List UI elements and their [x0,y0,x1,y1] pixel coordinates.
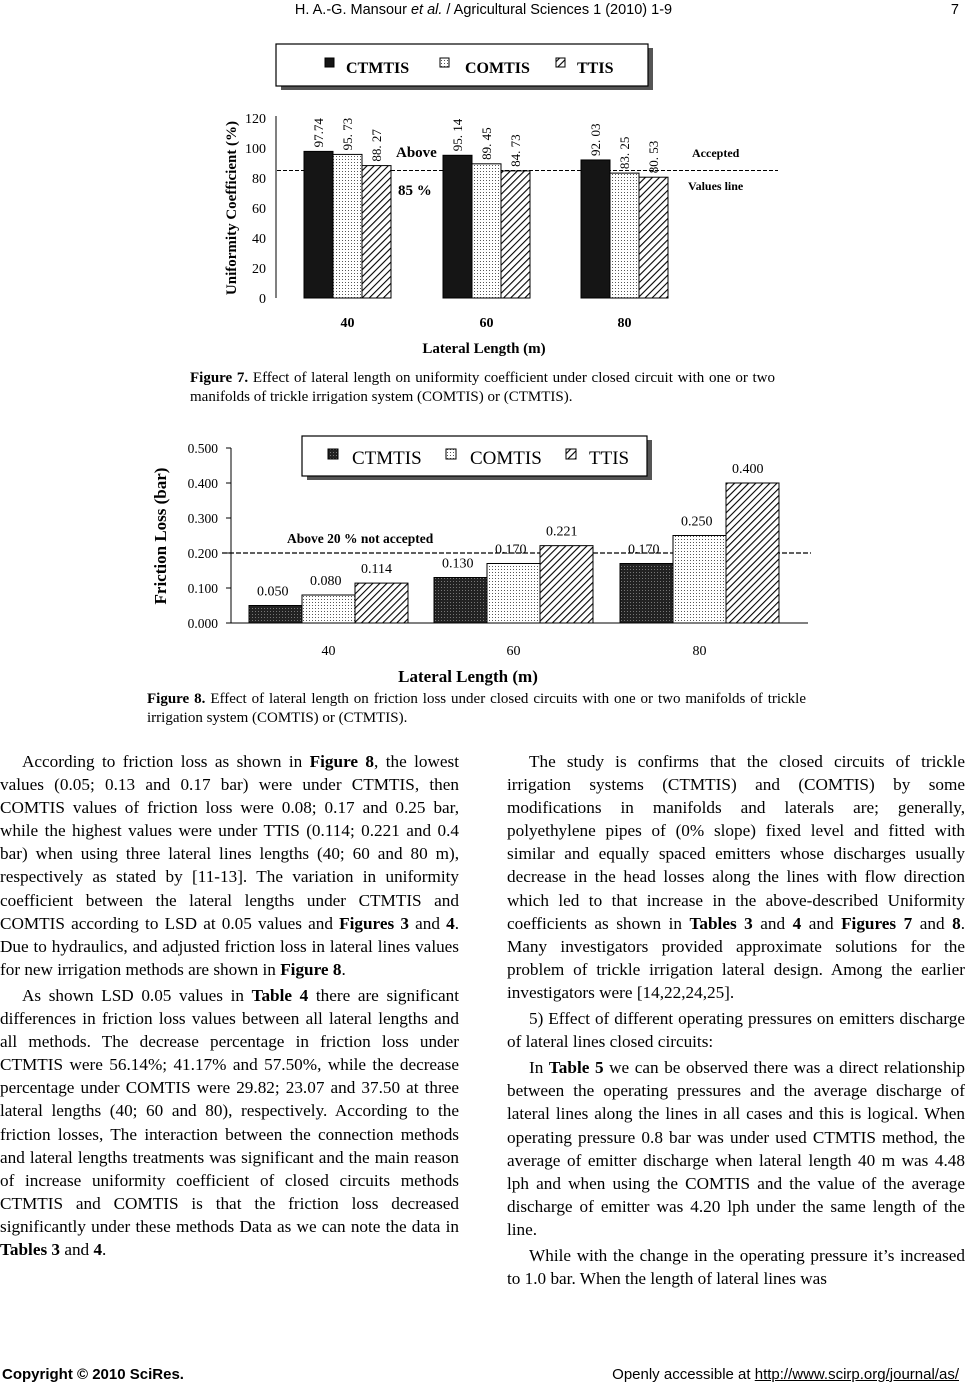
x-tick-label: 80 [617,316,632,331]
y-axis-label: Friction Loss (bar) [151,467,170,605]
bar-ctmtis-80 [581,160,610,298]
figure-7-chart [0,30,967,395]
bar-comtis-60 [472,164,501,298]
y-tick-label: 0.100 [187,581,218,596]
page-header [0,2,967,22]
legend-label-ttis: TTIS [589,448,630,469]
bar-ttis-80 [639,177,668,298]
data-label: 0.170 [628,542,660,558]
data-label: 83. 25 [617,136,632,170]
paragraph: While with the change in the operating pressure it’s increased to 1.0 bar. When the length of lateral lines was [507,1245,965,1289]
data-label: 0.170 [495,542,527,558]
y-tick-label: 0.300 [187,511,218,526]
data-label: 0.400 [732,462,764,477]
y-tick-label: 40 [252,232,266,247]
data-label: 88. 27 [369,129,384,162]
running-title: H. A.-G. Mansour et al. / Agricultural Sciences 1 (2010) 1-9 [294,2,673,18]
data-label: 0.080 [310,574,342,589]
legend-label-comtis: COMTIS [470,448,542,469]
legend-label-ttis: TTIS [577,60,614,77]
legend-swatch-ttis [566,449,576,459]
fig8-legend [302,436,652,480]
bar-comtis-40 [333,154,362,298]
data-label: 95. 14 [450,118,465,152]
y-tick-label: 0.200 [187,546,218,561]
x-tick-label: 40 [321,644,336,659]
x-tick-label: 60 [479,316,494,331]
bar-comtis-80 [610,173,639,298]
access-notice: Openly accessible at http://www.scirp.org/journal/as/ [612,1366,959,1383]
annotation-85-percent: 85 % [398,183,432,199]
legend-swatch-comtis [446,449,456,459]
data-label: 0.250 [681,514,713,530]
figure-8-caption: Figure 8. Effect of lateral length on friction loss under closed circuits with one or two manifolds of trickle irrigation system (COMTIS) or (CTMTIS). [147,691,807,726]
y-tick-label: 20 [252,262,266,277]
legend-label-ctmtis: CTMTIS [346,60,410,77]
legend-label-comtis: COMTIS [465,60,530,77]
y-axis-label: Uniformity Coefficient (%) [224,120,240,296]
data-label: 89. 45 [479,127,494,160]
data-label: 95. 73 [340,117,355,151]
legend-label-ctmtis: CTMTIS [352,448,422,469]
y-tick-label: 0 [259,292,266,307]
data-label: 0.221 [546,524,578,540]
y-tick-label: 0.000 [187,616,218,631]
paragraph: As shown LSD 0.05 values in Table 4 there are significant differences in friction loss values between all lateral lengths and all methods. The decrease percentage in friction loss under CTMTIS were 56.14%; 41.17% and 57.50%, while the decrease percentage under COMTIS were 29.82; 23.07 and 37.50 at three lateral lengths (40; 60 and 80), respectively. According to the friction losses, The interaction between the connection methods and lateral lengths treatments was significant and the main reason of increase uniformity coefficient of closed circuits methods CTMTIS and COMTIS is that the friction loss decreased significantly under these methods Data as we can note the data in Tables 3 and 4. [0,985,459,1259]
bar-ttis-60 [540,546,593,623]
bar-ttis-40 [355,583,408,623]
bar-ctmtis-60 [443,155,472,298]
figure-7-caption: Figure 7. Effect of lateral length on uniformity coefficient under closed circuit with one or two manifolds of trickle irrigation system (COMTIS) or (CTMTIS). [190,370,776,405]
bar-ttis-80 [726,483,779,623]
y-tick-label: 120 [245,112,266,127]
bar-ctmtis-40 [249,606,302,624]
y-tick-label: 100 [245,142,266,157]
bar-comtis-80 [673,536,726,624]
data-label: 0.130 [442,556,474,572]
bar-ttis-60 [501,171,530,298]
paragraph: 5) Effect of different operating pressures on emitters discharge of lateral lines closed circuits: [507,1009,965,1052]
x-tick-label: 60 [506,644,521,659]
data-label: 97.74 [311,118,326,148]
bar-ctmtis-80 [620,564,673,624]
data-label: 0.050 [257,584,289,600]
journal-link[interactable]: http://www.scirp.org/journal/as/ [754,1366,959,1383]
annotation-values-line: Values line [688,179,744,193]
bar-comtis-60 [487,564,540,624]
legend-swatch-ctmtis [325,58,334,67]
x-axis-label: Lateral Length (m) [398,667,538,686]
y-tick-label: 0.400 [187,476,218,491]
y-tick-label: 60 [252,202,266,217]
y-tick-label: 0.500 [187,441,218,456]
annotation-limit-note: Above 20 % not accepted [287,531,434,546]
bar-ttis-40 [362,166,391,298]
annotation-above: Above [396,145,437,161]
x-axis-label: Lateral Length (m) [422,341,546,357]
page-number: 7 [950,2,959,18]
bar-comtis-40 [302,595,355,623]
legend-swatch-comtis [440,58,449,67]
y-tick-label: 80 [252,172,266,187]
bar-ctmtis-40 [304,151,333,298]
fig7-legend [276,44,653,90]
figure-8-chart [0,425,967,695]
x-tick-label: 40 [340,316,355,331]
body-column-right [507,750,965,1290]
data-label: 92. 03 [588,123,603,156]
copyright-notice: Copyright © 2010 SciRes. [2,1366,184,1383]
data-label: 84. 73 [508,134,523,167]
bar-ctmtis-60 [434,578,487,624]
data-label: 0.114 [361,562,392,578]
paragraph: According to friction loss as shown in Figure 8, the lowest values (0.05; 0.13 and 0.17 bar) were under CTMTIS, then COMTIS values of friction loss were 0.08; 0.17 and 0.25 bar, while the highest values were under TTIS (0.114; 0.221 and 0.4 bar) when using three lateral lines lengths (40; 60 and 80 m), respectively as stated by [11-13]. The variation in uniformity coefficient between the lateral lengths under CTMTIS and COMTIS according to LSD at 0.05 values and Figures 3 and 4. Due to hydraulics, and adjusted friction loss in lateral lines values for new irrigation methods are shown in Figure 8. [0,752,459,979]
body-column-left [0,750,459,1261]
data-label: 80. 53 [646,140,661,174]
paragraph: The study is confirms that the closed circuits of trickle irrigation systems (CTMTIS) and (COMTIS) by some modifications in manifolds and laterals are; generally, polyethylene pipes of (0% slope) fixed level and fitted with similar and equally spaced emitters whose discharges usually decrease in the head losses along the lines with flow direction which led to that increase in the above-described Uniformity coefficients as shown in Tables 3 and 4 and Figures 7 and 8. Many investigators provided approximate solutions for the problem of trickle irrigation lateral design. Among the earlier investigators were [14,22,24,25]. [507,752,965,1002]
legend-swatch-ttis [556,58,565,67]
x-tick-label: 80 [692,644,707,659]
annotation-accepted: Accepted [692,146,740,160]
paragraph: In Table 5 we can be observed there was a direct relationship between the operating pressures and the average discharge of lateral lines along the lines in all cases and this is logical. When operating pressure 0.8 bar was under used CTMTIS method, the average of emitter discharge when lateral length 40 m was 4.48 lph and when using the COMTIS and the value of the average discharge of emitter was 4.20 lph under the same length of the line. [507,1058,965,1239]
legend-swatch-ctmtis [328,449,338,459]
